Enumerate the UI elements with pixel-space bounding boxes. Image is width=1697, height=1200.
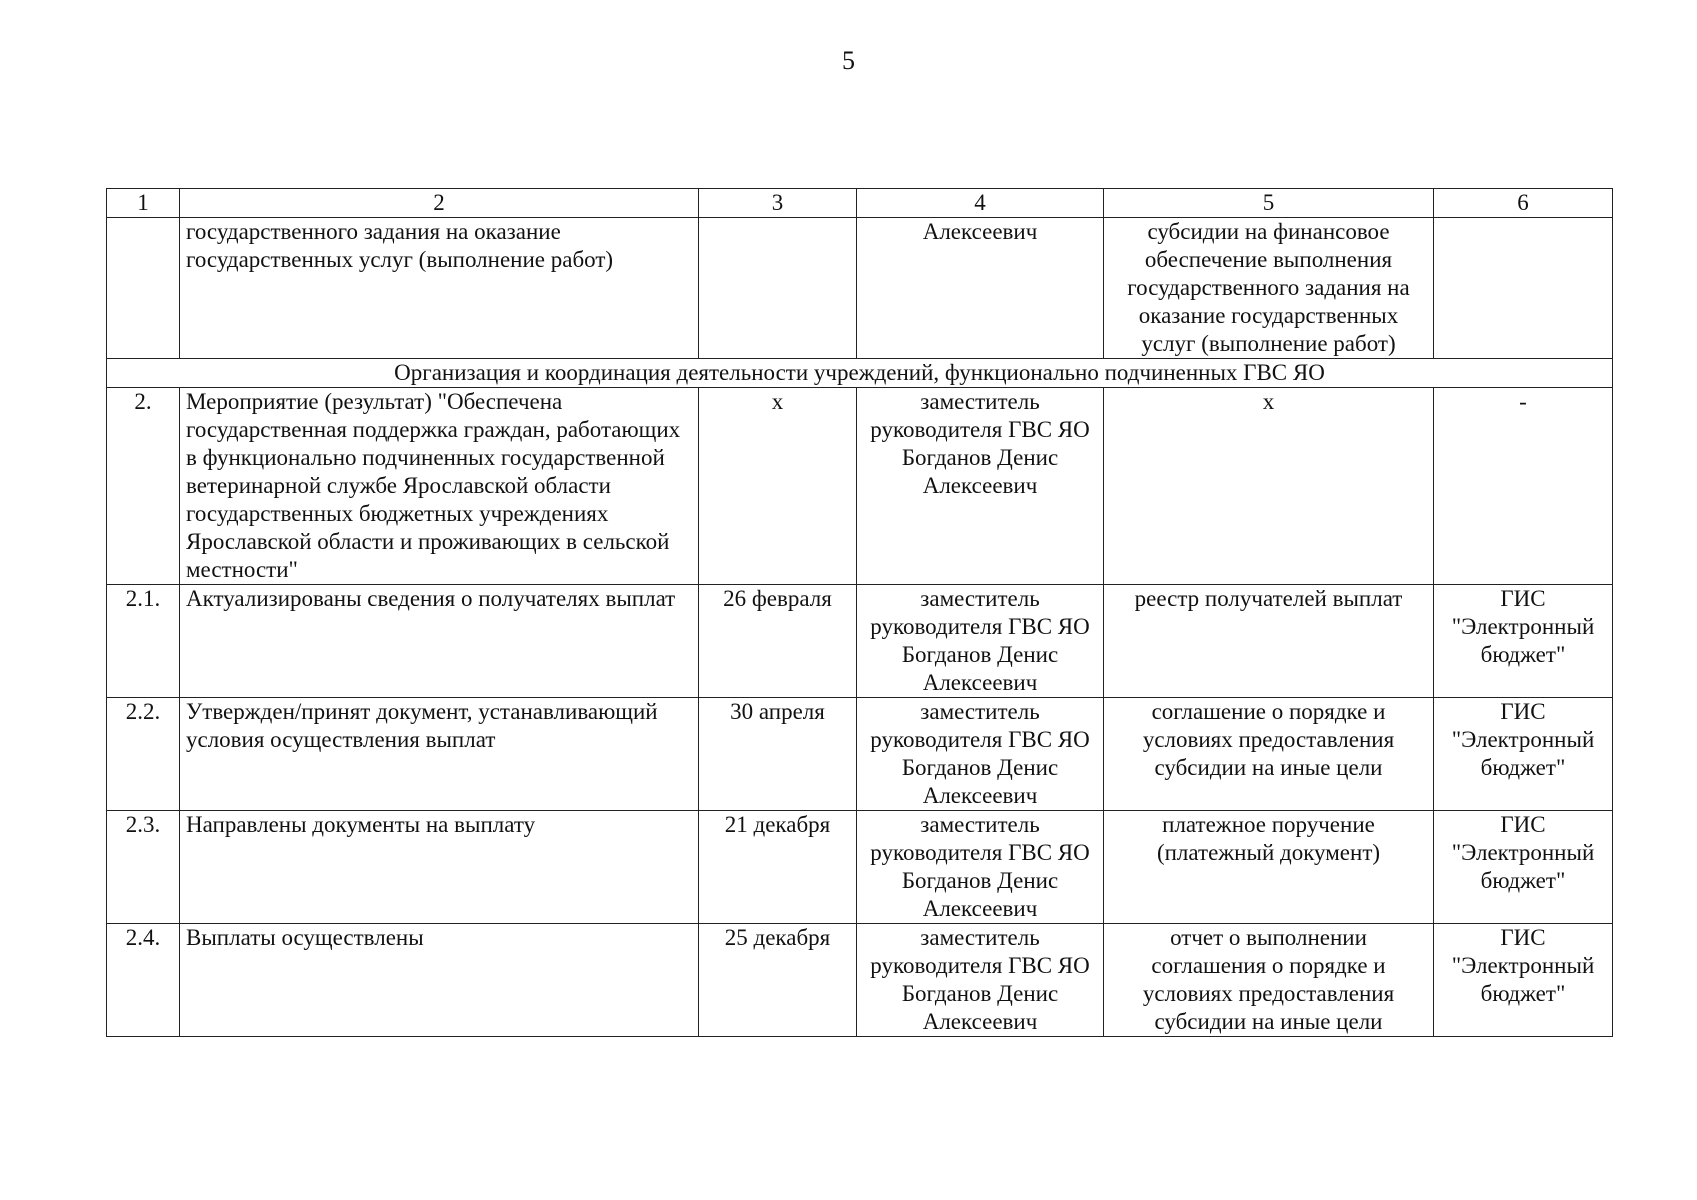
row-date: 25 декабря <box>699 924 857 1037</box>
header-cell: 5 <box>1104 189 1434 218</box>
table-row-continuation <box>107 218 1613 359</box>
row-responsible: заместитель руководителя ГВС ЯО Богданов Денис Алексеевич <box>857 924 1104 1037</box>
row-system: ГИС "Электронный бюджет" <box>1434 585 1613 698</box>
header-cell: 1 <box>107 189 180 218</box>
table-row <box>107 811 1613 924</box>
row-number: 2.4. <box>107 924 180 1037</box>
row-number: 2. <box>107 388 180 585</box>
row-date <box>699 218 857 359</box>
row-name: Утвержден/принят документ, устанавливающий условия осуществления выплат <box>180 698 699 811</box>
row-system <box>1434 218 1613 359</box>
row-document: соглашение о порядке и условиях предоставления субсидии на иные цели <box>1104 698 1434 811</box>
header-cell: 3 <box>699 189 857 218</box>
table-row <box>107 924 1613 1037</box>
row-date: 30 апреля <box>699 698 857 811</box>
row-document: реестр получателей выплат <box>1104 585 1434 698</box>
row-number: 2.3. <box>107 811 180 924</box>
row-document: субсидии на финансовое обеспечение выполнения государственного задания на оказание государственных услуг (выполнение работ) <box>1104 218 1434 359</box>
page-number: 5 <box>842 46 855 75</box>
row-system: ГИС "Электронный бюджет" <box>1434 811 1613 924</box>
row-responsible: заместитель руководителя ГВС ЯО Богданов Денис Алексеевич <box>857 811 1104 924</box>
table-row <box>107 698 1613 811</box>
row-responsible: заместитель руководителя ГВС ЯО Богданов Денис Алексеевич <box>857 585 1104 698</box>
row-system: ГИС "Электронный бюджет" <box>1434 924 1613 1037</box>
row-name: Выплаты осуществлены <box>180 924 699 1037</box>
row-document: x <box>1104 388 1434 585</box>
row-document: платежное поручение (платежный документ) <box>1104 811 1434 924</box>
row-date: 21 декабря <box>699 811 857 924</box>
row-date: x <box>699 388 857 585</box>
row-document: отчет о выполнении соглашения о порядке и условиях предоставления субсидии на иные цели <box>1104 924 1434 1037</box>
header-cell: 6 <box>1434 189 1613 218</box>
row-responsible: Алексеевич <box>857 218 1104 359</box>
row-date: 26 февраля <box>699 585 857 698</box>
row-name: Актуализированы сведения о получателях выплат <box>180 585 699 698</box>
table-row <box>107 388 1613 585</box>
table-row <box>107 585 1613 698</box>
row-system: ГИС "Электронный бюджет" <box>1434 698 1613 811</box>
section-row <box>107 359 1613 388</box>
row-number: 2.2. <box>107 698 180 811</box>
section-title: Организация и координация деятельности учреждений, функционально подчиненных ГВС ЯО <box>107 359 1613 388</box>
row-name: государственного задания на оказание государственных услуг (выполнение работ) <box>180 218 699 359</box>
row-number <box>107 218 180 359</box>
plan-table <box>106 188 1613 1037</box>
row-number: 2.1. <box>107 585 180 698</box>
row-responsible: заместитель руководителя ГВС ЯО Богданов Денис Алексеевич <box>857 388 1104 585</box>
row-responsible: заместитель руководителя ГВС ЯО Богданов Денис Алексеевич <box>857 698 1104 811</box>
header-cell: 4 <box>857 189 1104 218</box>
row-name: Направлены документы на выплату <box>180 811 699 924</box>
header-cell: 2 <box>180 189 699 218</box>
row-name: Мероприятие (результат) "Обеспечена государственная поддержка граждан, работающих в функционально подчиненных государственной ветеринарной службе Ярославской области государственных бюджетных учреждениях Ярославской области и проживающих в сельской местности" <box>180 388 699 585</box>
row-system: - <box>1434 388 1613 585</box>
table-header-row <box>107 189 1613 218</box>
